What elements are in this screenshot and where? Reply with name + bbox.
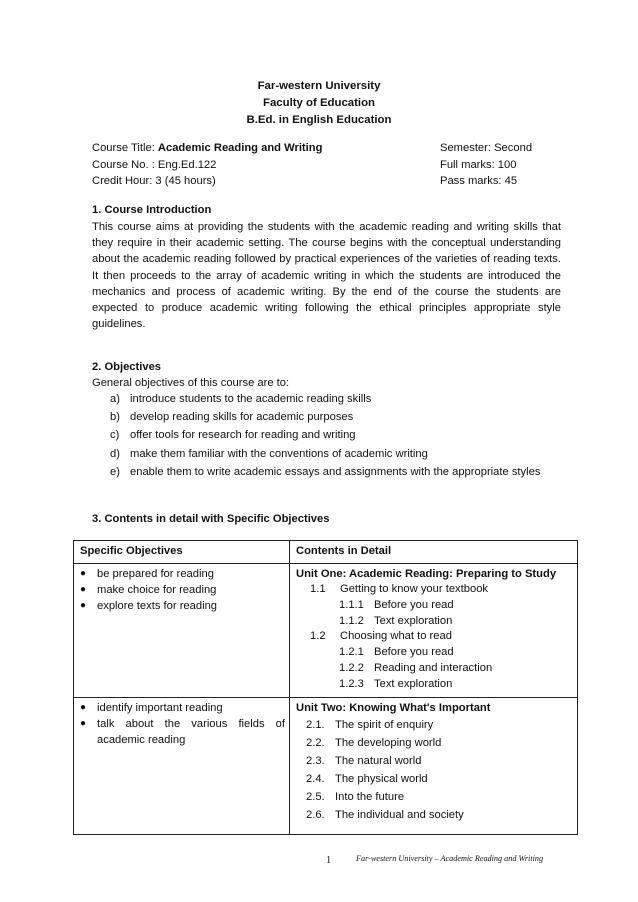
course-title: Course Title: Academic Reading and Writing	[92, 142, 323, 154]
list-item: e) enable them to write academic essays and assignments with the appropriate styles	[110, 465, 541, 478]
unit2-objectives: ● identify important reading ● talk about the various fields of academic reading	[74, 697, 290, 834]
full-marks: Full marks: 100	[440, 158, 517, 171]
course-number: Course No. : Eng.Ed.122	[92, 158, 217, 171]
objectives-heading: 2. Objectives	[92, 361, 162, 373]
course-title-value: Academic Reading and Writing	[157, 142, 323, 154]
table-row	[74, 697, 578, 834]
bullet-icon: ●	[80, 717, 87, 729]
bullet-icon: ●	[80, 600, 87, 611]
table-header-row	[74, 541, 578, 564]
document-header	[0, 78, 638, 129]
footer-text: Far-western University – Academic Reading and Writing	[356, 854, 544, 863]
bullet-icon: ●	[80, 584, 87, 595]
table-row	[74, 564, 578, 698]
objectives-lead: General objectives of this course are to:	[92, 377, 290, 389]
intro-heading: 1. Course Introduction	[92, 204, 212, 216]
bullet-icon: ●	[80, 568, 87, 579]
list-item: c) offer tools for research for reading and writing	[110, 429, 356, 442]
objectives-list	[110, 390, 561, 481]
faculty-name: Faculty of Education	[262, 97, 375, 109]
semester: Semester: Second	[440, 142, 533, 154]
program-name: B.Ed. in English Education	[246, 114, 392, 126]
list-item: b) develop reading skills for academic purposes	[110, 411, 354, 424]
col-header-contents: Contents in Detail	[290, 541, 578, 564]
unit1-title: Unit One: Academic Reading: Preparing to Study	[296, 568, 557, 580]
university-name: Far-western University	[257, 80, 381, 92]
unit2-contents: Unit Two: Knowing What's Important 2.1. The spirit of enquiry 2.2. The developing world 2.3. The natural world 2.4. The physical world 2.5. Into the future 2.6. The individual and society	[290, 697, 578, 834]
intro-paragraph: This course aims at providing the students with the academic reading and writing skills that they require in their academic setting. The course begins with the conceptual understanding about the academic reading followed by practical experiences of the varieties of reading texts. It then proceeds to the array of academic writing in which the students are introduced the mechanics and process of academic writing. By the end of the course the students are expected to produce academic writing following the ethical principles appropriate style guidelines.	[92, 221, 561, 331]
list-item: a) introduce students to the academic reading skills	[110, 393, 372, 405]
page-number: 1	[326, 855, 332, 866]
pass-marks: Pass marks: 45	[440, 175, 518, 187]
credit-hour: Credit Hour: 3 (45 hours)	[92, 175, 216, 187]
unit1-objectives: ● be prepared for reading ● make choice for reading ● explore texts for reading	[74, 564, 290, 698]
unit2-title: Unit Two: Knowing What's Important	[296, 701, 491, 714]
unit1-contents: Unit One: Academic Reading: Preparing to Study 1.1 Getting to know your textbook 1.1.1 Before you read 1.1.2 Text exploration 1.2 Choosing what to read 1.2.1 Before you read 1.2.2 Reading and interaction 1.2.3 Text exploration	[290, 564, 578, 698]
bullet-icon: ●	[80, 701, 87, 713]
col-header-objectives: Specific Objectives	[74, 541, 290, 564]
contents-table	[73, 540, 578, 835]
list-item: d) make them familiar with the conventions of academic writing	[110, 447, 428, 460]
contents-heading: 3. Contents in detail with Specific Objectives	[92, 513, 330, 525]
course-meta	[92, 140, 552, 190]
